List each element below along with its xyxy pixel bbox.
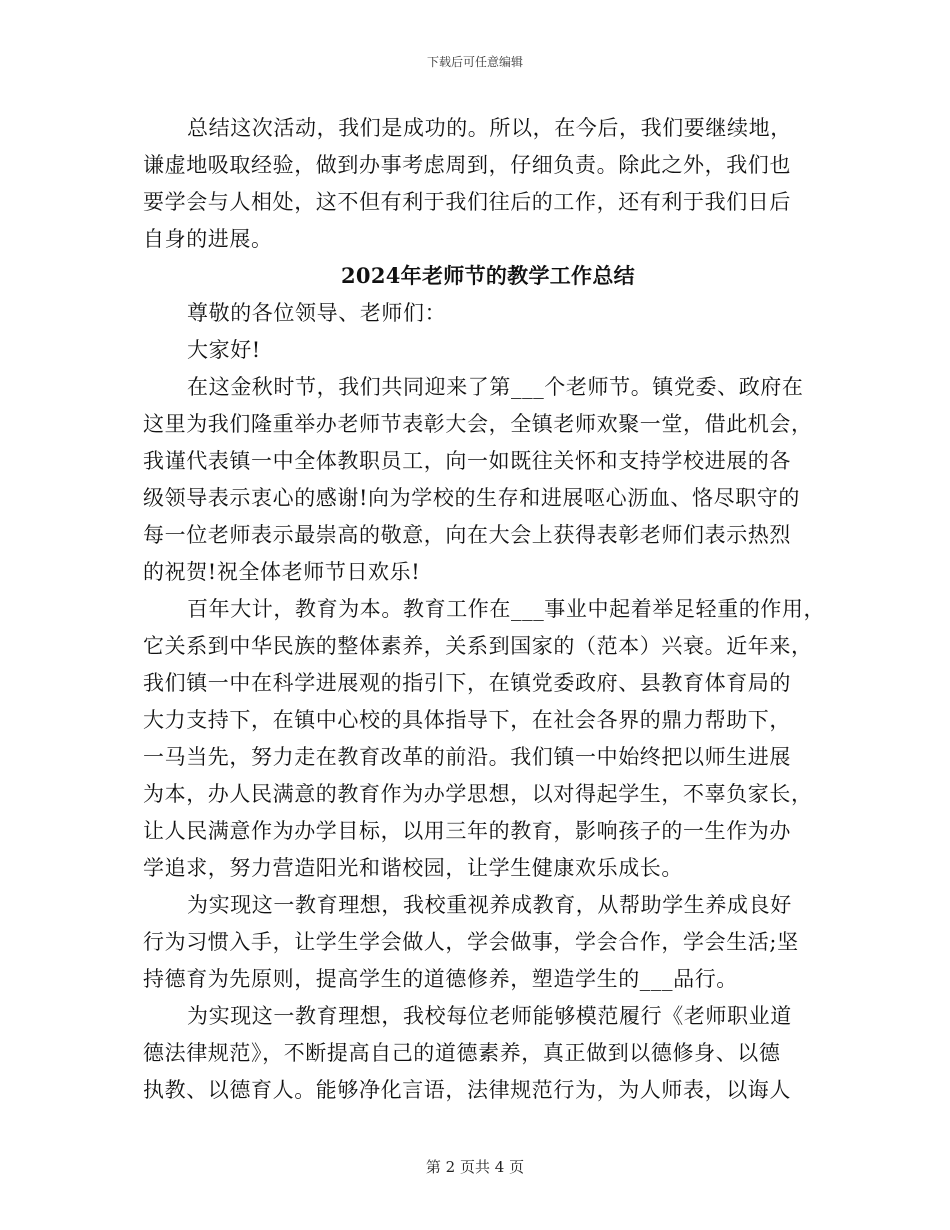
paragraph-line: 百年大计，教育为本。教育工作在___事业中起着举足轻重的作用， bbox=[187, 597, 826, 621]
paragraph-line: 行为习惯入手，让学生学会做人，学会做事，学会合作，学会生活;坚 bbox=[143, 930, 799, 954]
paragraph-line: 一马当先，努力走在教育改革的前沿。我们镇一中始终把以师生进展 bbox=[143, 745, 791, 769]
paragraph-line: 为实现这一教育理想，我校重视养成教育，从帮助学生养成良好 bbox=[187, 893, 792, 917]
salutation-line: 尊敬的各位领导、老师们： bbox=[187, 301, 447, 325]
paragraph-line: 级领导表示衷心的感谢!向为学校的生存和进展呕心沥血、恪尽职守的 bbox=[143, 486, 801, 510]
paragraph-line: 这里为我们隆重举办老师节表彰大会，全镇老师欢聚一堂，借此机会， bbox=[143, 412, 813, 436]
paragraph-line: 为本，办人民满意的教育作为办学思想，以对得起学生，不辜负家长， bbox=[143, 782, 813, 806]
page-header: 下载后可任意编辑 bbox=[426, 55, 523, 69]
paragraph-line: 让人民满意作为办学目标，以用三年的教育，影响孩子的一生作为办 bbox=[143, 819, 791, 843]
paragraph-line: 总结这次活动，我们是成功的。所以，在今后，我们要继续地， bbox=[187, 116, 792, 140]
paragraph-line: 德法律规范》，不断提高自己的道德素养，真正做到以德修身、以德 bbox=[143, 1041, 781, 1065]
greeting-line: 大家好! bbox=[187, 338, 261, 362]
paragraph-line: 为实现这一教育理想，我校每位老师能够模范履行《老师职业道 bbox=[187, 1004, 792, 1028]
paragraph-line: 它关系到中华民族的整体素养，关系到国家的（范本）兴衰。近年来， bbox=[143, 634, 813, 658]
document-body bbox=[143, 113, 833, 1112]
paragraph-line: 的祝贺!祝全体老师节日欢乐! bbox=[143, 560, 421, 584]
paragraph-line: 执教、以德育人。能够净化言语，法律规范行为，为人师表，以诲人 bbox=[143, 1078, 791, 1102]
paragraph-line: 学追求，努力营造阳光和谐校园，让学生健康欢乐成长。 bbox=[143, 856, 683, 880]
paragraph-line: 在这金秋时节，我们共同迎来了第___个老师节。镇党委、政府在 bbox=[187, 375, 804, 399]
paragraph-line: 我们镇一中在科学进展观的指引下，在镇党委政府、县教育体育局的 bbox=[143, 671, 791, 695]
paragraph-line: 大力支持下，在镇中心校的具体指导下，在社会各界的鼎力帮助下， bbox=[143, 708, 791, 732]
page-number: 第 2 页共 4 页 bbox=[425, 1158, 525, 1176]
paragraph-line: 要学会与人相处，这不但有利于我们往后的工作，还有利于我们日后 bbox=[143, 190, 791, 214]
paragraph-line: 持德育为先原则，提高学生的道德修养，塑造学生的___品行。 bbox=[143, 967, 738, 991]
section-title: 2024年老师节的教学工作总结 bbox=[341, 263, 635, 288]
paragraph-line: 我谨代表镇一中全体教职员工，向一如既往关怀和支持学校进展的各 bbox=[143, 449, 791, 473]
paragraph-line: 每一位老师表示最崇高的敬意，向在大会上获得表彰老师们表示热烈 bbox=[143, 523, 791, 547]
paragraph-line: 谦虚地吸取经验，做到办事考虑周到，仔细负责。除此之外，我们也 bbox=[143, 153, 791, 177]
paragraph-line: 自身的进展。 bbox=[143, 227, 273, 251]
